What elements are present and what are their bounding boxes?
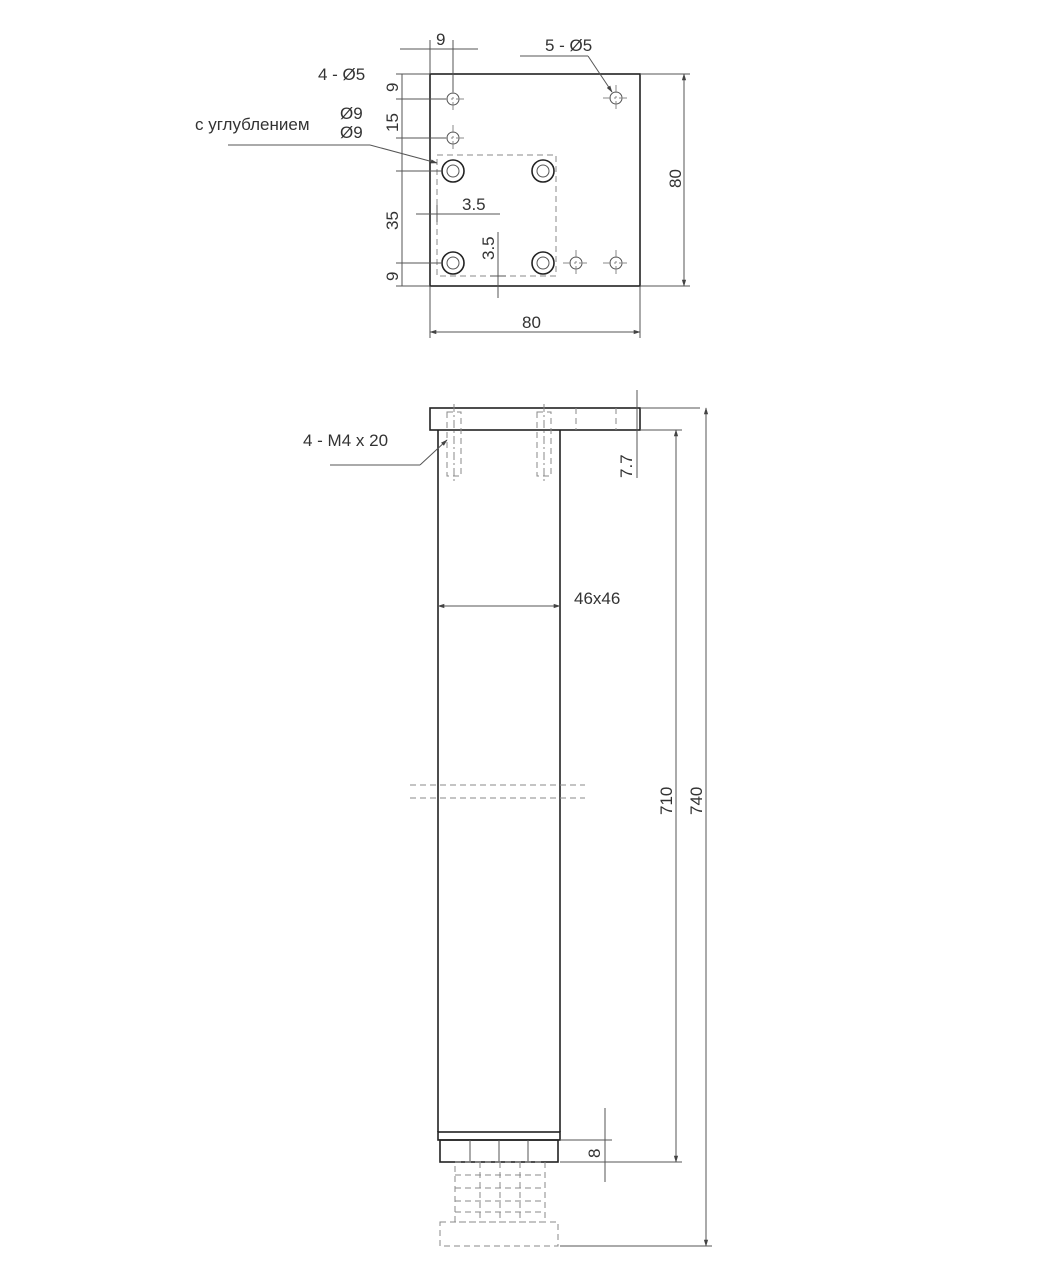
dim-recess-offset-y: 3.5	[479, 236, 498, 260]
label-holes-left: 4 - Ø5	[318, 65, 366, 84]
label-holes-top-right: 5 - Ø5	[545, 36, 593, 55]
screw-2	[537, 404, 551, 482]
countersunk-hole-2	[532, 160, 554, 182]
mounting-plate-outline	[430, 74, 640, 286]
adjustable-foot-hidden	[440, 1162, 558, 1246]
dim-adjuster: 8	[585, 1148, 604, 1158]
dim-recess-offset-x: 3.5	[462, 195, 486, 214]
dim-total-length: 740	[687, 786, 706, 815]
leg-bottom-cap	[438, 1132, 560, 1140]
label-countersunk: с углублением	[195, 115, 310, 134]
dim-width: 80	[522, 313, 541, 332]
hole-top-right	[603, 85, 629, 111]
top-view	[195, 30, 690, 338]
dim-edge-y: 9	[383, 82, 402, 92]
label-countersunk-d1: Ø9	[340, 104, 363, 123]
label-countersunk-d2: Ø9	[340, 123, 363, 142]
dim-bottom-offset: 9	[383, 271, 402, 281]
dim-profile: 46x46	[574, 589, 621, 608]
side-view	[303, 390, 712, 1246]
dim-length: 710	[657, 786, 676, 815]
hole-bottom-right-1	[563, 250, 589, 276]
dim-height: 80	[666, 169, 685, 188]
dim-edge-x: 9	[436, 30, 446, 49]
countersunk-hole-4	[532, 252, 554, 274]
dim-spacing-y: 15	[383, 113, 402, 132]
countersunk-hole-3	[442, 252, 464, 274]
dim-plate-thickness: 7.7	[617, 454, 636, 478]
screw-1	[447, 404, 461, 482]
hole-bottom-right-2	[603, 250, 629, 276]
countersunk-hole-1	[442, 160, 464, 182]
dim-bolt-spacing: 35	[383, 211, 402, 230]
label-screws: 4 - M4 x 20	[303, 431, 389, 450]
